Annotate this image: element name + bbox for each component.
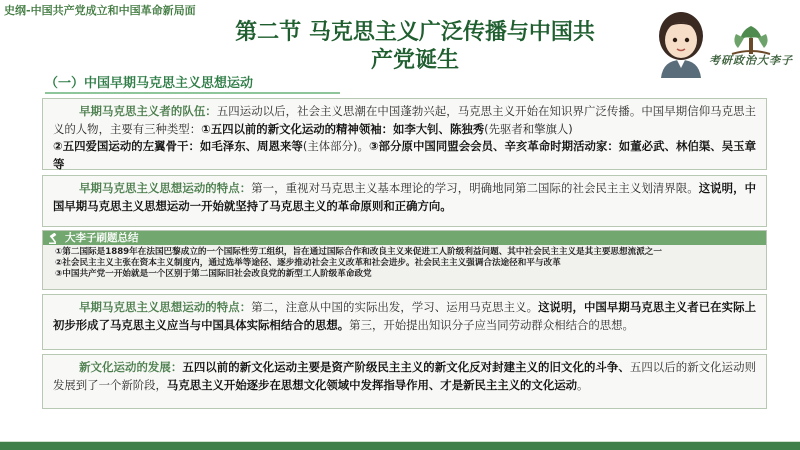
section-underline [45,92,340,94]
feature2-label: 早期马克思主义思想运动的特点： [79,300,252,314]
slide-title-line2: 产党诞生 [370,47,459,73]
team-text-3: (主体部分)。 [302,139,369,153]
feature2-text-2: 第三，开始提出知识分子应当同劳动群众相结合的思想。 [349,317,634,332]
slide-title-line1: 第二节 马克思主义广泛传播与中国共 [235,19,595,45]
team-bold-3: ③部分原中国同盟会会员、辛亥革命时期活动家：如董必武、林伯渠、吴玉章等 [53,139,756,171]
team-bold-2: ②五四爱国运动的左翼骨干：如毛泽东、周恩来等 [53,139,303,153]
content-box-team [42,98,767,170]
content-box-feature-1 [42,175,767,227]
new-culture-bold-2: 马克思主义开始逐步在思想文化领域中发挥指导作用、才是新民主主义的文化运动 [166,377,577,392]
summary-panel [42,230,767,290]
summary-body [43,245,766,280]
course-label: 史纲-中国共产党成立和中国革命新局面 [4,4,196,17]
logo-text: 考研政治大李子 [709,54,793,67]
team-text-2: (先驱者和擎旗人) [484,121,573,136]
feature2-text-1: 第二，注意从中国的实际出发，学习、运用马克思主义。 [251,300,539,314]
new-culture-bold-1: 五四以前的新文化运动主要是资产阶级民主主义的新文化反对封建主义的旧文化的斗争、 [182,360,630,374]
team-text-1: 五四运动以后，社会主义思潮在中国蓬勃兴起，马克思主义开始在知识界广泛传播。中国早期信仰马克思主义的人物，主要有三种类型： [53,104,756,136]
summary-item: ①第二国际是1889年在法国巴黎成立的一个国际性劳工组织，旨在通过国际合作和改良主义来促进工人阶级利益问题、其中社会民主主义是其主要思想流派之一 [55,247,662,257]
summary-header [43,231,766,245]
team-label: 早期马克思主义者的队伍： [79,104,217,118]
summary-item: ②社会民主主义主张在资本主义制度内，通过选举等途径、逐步推动社会主义改革和社会进步。社会民主主义强调合法途径和平与改革 [55,258,561,268]
slide-title [205,18,625,74]
bottom-bar [0,442,800,450]
new-culture-label: 新文化运动的发展： [79,360,183,374]
teacher-avatar-icon [647,6,715,78]
new-culture-text-1: 五四以后的新文化运动则发展到了一个新阶段， [53,360,756,392]
section-heading: （一）中国早期马克思主义思想运动 [45,76,254,91]
summary-item: ③中国共产党一开始就是一个区别于第二国际旧社会改良党的新型工人阶级革命政党 [55,269,372,279]
feature1-bold: 这说明，中国早期马克思主义思想运动一开始就坚持了马克思主义的革命原则和正确方向。 [53,181,756,213]
feature1-text: 第一，重视对马克思主义基本理论的学习，明确地同第二国际的社会民主主义划清界限。 [251,181,699,195]
content-box-new-culture [42,354,767,409]
feature2-bold: 这说明，中国早期马克思主义者已在实际上初步形成了马克思主义应当与中国具体实际相结合的思想。 [53,300,756,332]
new-culture-text-2: 。 [577,377,589,392]
gavel-icon [49,233,61,244]
content-box-feature-2 [42,294,767,350]
team-bold-1: ①五四以前的新文化运动的精神领袖：如李大钊、陈独秀 [201,121,485,136]
summary-title: 大李子刷题总结 [65,232,139,244]
feature1-label: 早期马克思主义思想运动的特点： [79,181,252,195]
